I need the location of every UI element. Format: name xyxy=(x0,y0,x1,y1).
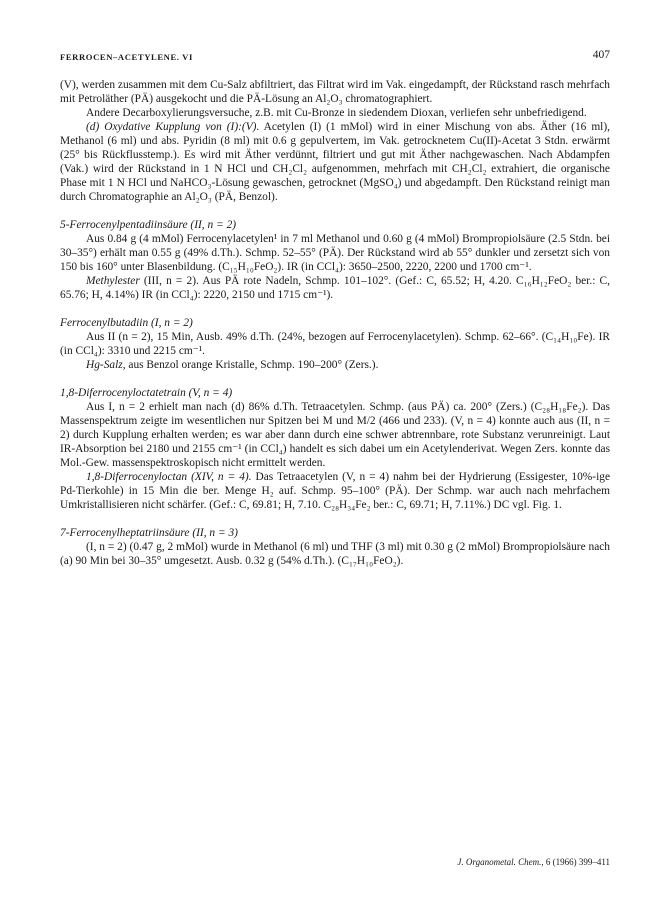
paragraph-text: Acetylen (I) (1 mMol) wird in einer Mischung von abs. Äther (16 ml), Methanol (6 ml) und abs. Pyridin (8 ml) mit 0.6 g gepulvertem, im Vak. getrocknetem Cu(II)-Acetat 3 Stdn. erwärmt (25° bis Rückflusstemp.). Es wird mit Äther verdünnt, filtriert und gut mit Äther nachgewaschen. Nach Abdampfen (Vak.) wird der Rückstand in 1 N HCl und CH₂Cl₂ aufgenommen, mehrfach mit CH₂Cl₂ extrahiert, die organische Phase mit 1 N HCl und NaHCO₃-Lösung gewaschen, getrocknet (MgSO₄) und abgedampft. Den Rückstand reinigt man durch Chromatographie an Al₂O₃ (PÄ, Benzol). xyxy=(60,121,610,203)
paragraph-label: Methylester xyxy=(86,275,140,287)
journal-footer xyxy=(457,855,610,869)
main-text xyxy=(60,78,610,568)
paragraph: Aus 0.84 g (4 mMol) Ferrocenylacetylen¹ in 7 ml Methanol und 0.60 g (4 mMol) Brompropiolsäure (2.5 Stdn. bei 30–35°) erhält man 0.55 g (49% d.Th.). Schmp. 52–55° (PÄ). Der Rückstand wird ab 55° dunkler und zersetzt sich von 150 bis 160° unter Blasenbildung. (C₁₅H₁₀FeO₂). IR (in CCl₄): 3650–2500, 2220, 2200 und 1700 cm⁻¹. xyxy=(60,233,610,273)
paragraph xyxy=(60,470,610,512)
section-heading: 7-Ferrocenylheptatriinsäure (II, n = 3) xyxy=(60,527,238,539)
paragraph: Andere Decarboxylierungsversuche, z.B. mit Cu-Bronze in siedendem Dioxan, verliefen sehr unbefriedigend. xyxy=(86,107,587,119)
section-heading: 5-Ferrocenylpentadiinsäure (II, n = 2) xyxy=(60,219,237,231)
paragraph: (I, n = 2) (0.47 g, 2 mMol) wurde in Methanol (6 ml) und THF (3 ml) mit 0.30 g (2 mMol) Brompropiolsäure nach (a) 90 Min bei 30–35° umgesetzt. Ausb. 0.32 g (54% d.Th.). (C₁₇H₁₀FeO₂). xyxy=(60,541,610,567)
section-heading: Ferrocenylbutadiin (I, n = 2) xyxy=(60,317,193,329)
paragraph-text: , aus Benzol orange Kristalle, Schmp. 190–200° (Zers.). xyxy=(122,359,379,371)
paragraph xyxy=(60,274,610,302)
paragraph xyxy=(60,120,610,204)
paragraph: Aus II (n = 2), 15 Min, Ausb. 49% d.Th. (24%, bezogen auf Ferrocenylacetylen). Schmp. 62–66°. (C₁₄H₁₀Fe). IR (in CCl₄): 3310 und 2215 cm⁻¹. xyxy=(60,331,610,357)
running-title: FERROCEN–ACETYLENE. VI xyxy=(60,52,193,62)
paragraph-label: 1,8-Diferrocenyloctan (XIV, n = 4). xyxy=(86,471,252,483)
journal-name: J. Organometal. Chem., xyxy=(457,857,544,867)
running-header xyxy=(60,48,610,64)
paragraph-label: (d) Oxydative Kupplung von (I):(V). xyxy=(86,121,260,133)
paragraph-label: Hg-Salz xyxy=(86,359,123,371)
section-heading: 1,8-Diferrocenyloctatetrain (V, n = 4) xyxy=(60,387,233,399)
paragraph: Aus I, n = 2 erhielt man nach (d) 86% d.Th. Tetraacetylen. Schmp. (aus PÄ) ca. 200° (Zers.) (C₂₈H₁₈Fe₂). Das Massenspektrum zeigte im wesentlichen nur Spitzen bei M und M/2 (466 und 233). (V, n = 4) konnte auch aus (II, n = 2) durch Kupplung erhalten werden; es war aber dann durch eine schwer abtrennbare, rote Substanz verunreinigt. Laut IR-Absorption bei 2180 und 2155 cm⁻¹ (in CCl₄) handelt es sich dabei um ein Acetylenderivat. Wegen Zers. konnte das Mol.-Gew. massenspektroskopisch nicht ermittelt werden. xyxy=(60,401,610,469)
paragraph xyxy=(60,358,610,372)
journal-citation: (1966) 399–411 xyxy=(550,857,610,867)
page-number: 407 xyxy=(592,49,610,61)
paragraph-text: Das Tetraacetylen (V, n = 4) nahm bei der Hydrierung (Essigester, 10%-ige Pd-Tierkohle) in 15 Min die ber. Menge H₂ auf. Schmp. 95–100° (PÄ). Der Schmp. war auch nach mehrfachem Umkristallisieren nicht schärfer. (Gef.: C, 69.81; H, 7.10. C₂₈H₃₄Fe₂ ber.: C, 69.71; H, 7.11%.) DC vgl. Fig. 1. xyxy=(60,471,611,511)
paragraph: (V), werden zusammen mit dem Cu-Salz abfiltriert, das Filtrat wird im Vak. eingedampft, der Rückstand rasch mehrfach mit Petroläther (PÄ) ausgekocht und die PÄ-Lösung an Al₂O₃ chromatographiert. xyxy=(60,79,610,105)
journal-volume: 6 xyxy=(545,857,551,867)
paragraph-text: (III, n = 2). Aus PÄ rote Nadeln, Schmp. 101–102°. (Gef.: C, 65.52; H, 4.20. C₁₆H₁₂FeO₂ ber.: C, 65.76; H, 4.14%) IR (in CCl₄): 2220, 2150 und 1715 cm⁻¹). xyxy=(60,275,610,301)
